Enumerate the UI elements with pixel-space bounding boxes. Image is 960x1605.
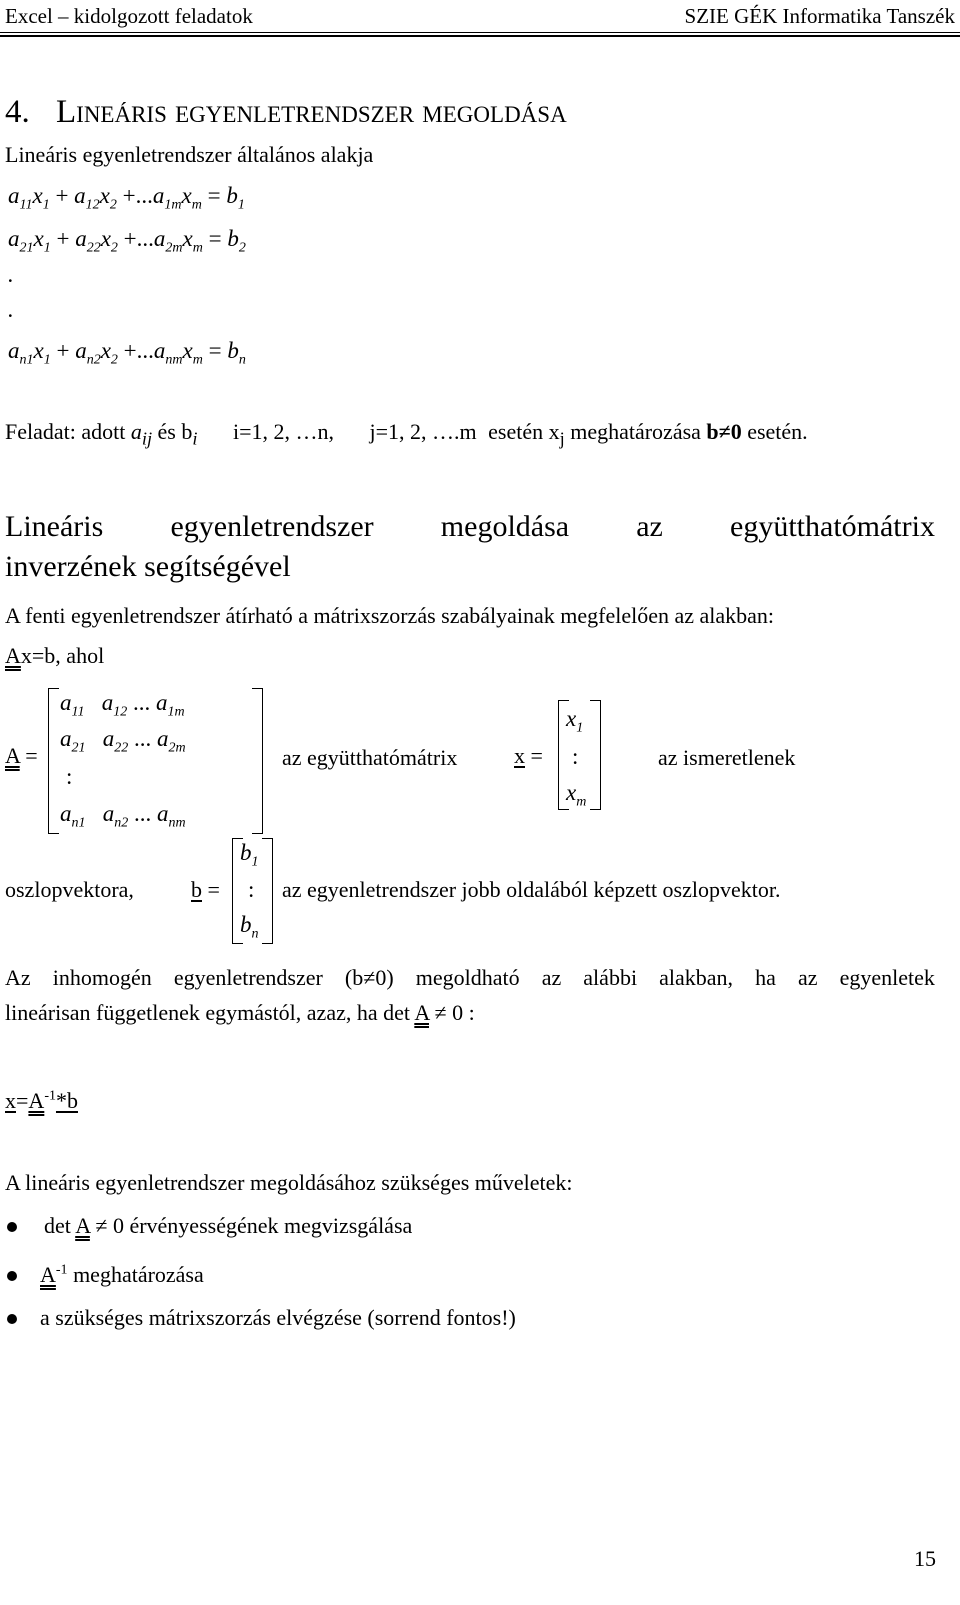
bullet-icon <box>7 1271 17 1281</box>
equation-row-2: $a_{21}x_1 + a_{22}x_2 +...a_{2m}x_m = b_2$ <box>8 226 246 256</box>
paragraph-2-line1: Az inhomogén egyenletrendszer (b≠0) megoldható az alábbi alakban, ha az egyenletek <box>5 965 935 990</box>
equation-row-1: $a_{11}x_1 + a_{12}x_2 +...a_{1m}x_m = b_1$ <box>8 183 245 213</box>
vector-b-first: $b_1$ <box>240 840 259 870</box>
vector-x-right-bracket <box>590 700 601 810</box>
steps-intro: A lineáris egyenletrendszer megoldásához szükséges műveletek: <box>5 1170 573 1195</box>
vector-b-right-bracket <box>262 838 273 944</box>
chapter-heading <box>5 94 567 131</box>
equation-dot: . <box>8 262 14 287</box>
matrix-a-row-n: $a_{n1}$ $a_{n2}$ ... $a_{nm}$ <box>60 801 186 831</box>
intro-text: Lineáris egyenletrendszer általános alakja <box>5 142 374 167</box>
vector-x-label: x = <box>514 743 543 768</box>
vector-x-last: $x_m$ <box>566 780 587 810</box>
task-line: Feladat: adott $a_{ij}$ és $b_i$ i=1, 2, …n, j=1, 2, ….m esetén $x_j$ meghatározása b≠0 esetén. <box>5 419 808 449</box>
chapter-number: 4. <box>5 94 30 130</box>
page-number: 15 <box>914 1546 936 1571</box>
section-heading-line2: inverzének segítségével <box>5 550 291 583</box>
step-2: $A^{-1}$ meghatározása <box>40 1262 204 1287</box>
vector-b-label: b = <box>191 877 220 902</box>
equation-dot: . <box>8 297 14 322</box>
section-heading-line1: Lineáris egyenletrendszer megoldása az együtthatómátrix <box>5 510 935 543</box>
header-rule <box>0 32 960 33</box>
header-left: Excel – kidolgozott feladatok <box>5 4 253 28</box>
header-rule-thick <box>0 35 960 37</box>
vector-x-colon: : <box>572 744 579 769</box>
bullet-icon <box>7 1222 17 1232</box>
matrix-a-right-bracket <box>252 688 263 834</box>
paragraph-1: A fenti egyenletrendszer átírható a mátrixszorzás szabályainak megfelelően az alakban: <box>5 603 775 628</box>
chapter-title: Lineáris egyenletrendszer megoldása <box>56 94 567 130</box>
paragraph-2-line2: lineárisan függetlenek egymástól, azaz, ha det A ≠ 0 : <box>5 1000 475 1025</box>
vector-b-last: $b_n$ <box>240 912 259 942</box>
matrix-a-row-1: $a_{11}$ $a_{12}$ ... $a_{1m}$ <box>60 690 185 720</box>
matrix-a-colon: : <box>66 764 73 789</box>
header-right: SZIE GÉK Informatika Tanszék <box>684 4 955 28</box>
unknowns-caption: az ismeretlenek <box>658 745 796 770</box>
bullet-icon <box>7 1314 17 1324</box>
solution-formula: $x=A^{-1}*b$ <box>5 1088 78 1113</box>
equation-row-n: $a_{n1}x_1 + a_{n2}x_2 +...a_{nm}x_m = b_n$ <box>8 338 246 368</box>
coef-matrix-caption: az együtthatómátrix <box>282 745 458 770</box>
b-vector-label: oszlopvektora, <box>5 877 134 902</box>
axb-line: Ax=b, ahol <box>5 643 105 668</box>
b-vector-caption: az egyenletrendszer jobb oldalából képzett oszlopvektor. <box>282 877 781 902</box>
vector-x-first: $x_1$ <box>566 706 584 736</box>
matrix-a-left-bracket <box>48 688 59 834</box>
vector-b-colon: : <box>248 877 255 902</box>
step-3: a szükséges mátrixszorzás elvégzése (sorrend fontos!) <box>40 1305 516 1330</box>
matrix-a-row-2: $a_{21}$ $a_{22}$ ... $a_{2m}$ <box>60 726 186 756</box>
step-1: det A ≠ 0 érvényességének megvizsgálása <box>44 1213 413 1238</box>
matrix-a-label: A = <box>5 743 38 768</box>
